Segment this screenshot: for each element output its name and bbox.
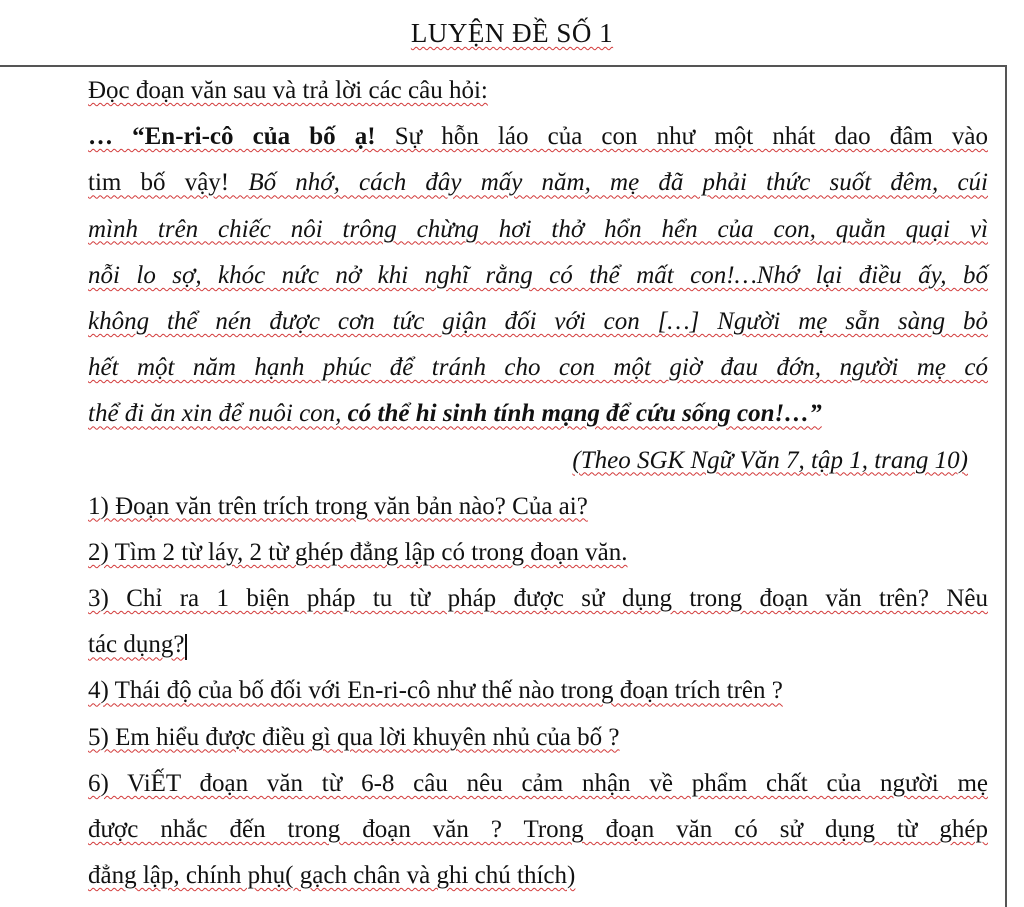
document-body [88, 68, 988, 899]
passage-text: tim bố vậy! [88, 169, 249, 197]
passage-line: nỗi lo sợ, khóc nức nở khi nghĩ rằng có thể mất con!…Nhớ lại điều ấy, bố [88, 261, 988, 289]
passage-bold-italic-text: có thể hi sinh tính mạng để cứu sống con!…” [347, 400, 822, 428]
text-cursor [185, 634, 187, 660]
page-title: LUYỆN ĐỀ SỐ 1 [410, 18, 614, 48]
question-6-line-2: được nhắc đến trong đoạn văn ? Trong đoạn văn có sử dụng từ ghép [88, 816, 988, 843]
passage-text: Sự hỗn láo của con như một nhát dao đâm vào [375, 123, 988, 151]
passage-line [88, 114, 988, 160]
question-5: 5) Em hiểu được điều gì qua lời khuyên nhủ của bố ? [88, 723, 620, 751]
passage-italic-text: Bố nhớ, cách đây mấy năm, mẹ đã phải thức suốt đêm, cúi [248, 169, 988, 197]
question-4: 4) Thái độ của bố đối với En-ri-cô như thế nào trong đoạn trích trên ? [88, 677, 783, 705]
question-3-line-1: 3) Chỉ ra 1 biện pháp tu từ pháp được sử dụng trong đoạn văn trên? Nêu [88, 585, 988, 613]
passage-line: không thể nén được cơn tức giận đối với con […] Người mẹ sẵn sàng bỏ [88, 307, 988, 335]
passage-line: mình trên chiếc nôi trông chừng hơi thở hổn hển của con, quằn quại vì [88, 215, 988, 243]
question-3-line-2 [88, 622, 988, 668]
question-text: tác dụng? [88, 631, 185, 659]
passage-line: hết một năm hạnh phúc để tránh cho con một giờ đau đớn, người mẹ có [88, 354, 988, 382]
passage-line [88, 391, 988, 437]
question-6-line-1: 6) ViẾT đoạn văn từ 6-8 câu nêu cảm nhận về phẩm chất của người mẹ [88, 769, 988, 797]
question-1: 1) Đoạn văn trên trích trong văn bản nào? Của ai? [88, 492, 588, 520]
instruction-text: Đọc đoạn văn sau và trả lời các câu hỏi: [88, 77, 488, 104]
question-2: 2) Tìm 2 từ láy, 2 từ ghép đẳng lập có trong đoạn văn. [88, 538, 628, 566]
source-citation: (Theo SGK Ngữ Văn 7, tập 1, trang 10) [572, 446, 968, 474]
passage-opening: … “En-ri-cô của bố ạ! [88, 123, 376, 151]
question-6-line-3: đẳng lập, chính phụ( gạch chân và ghi chú thích) [88, 862, 576, 890]
passage-line [88, 160, 988, 206]
passage-italic-text: thể đi ăn xin để nuôi con, [88, 400, 348, 428]
